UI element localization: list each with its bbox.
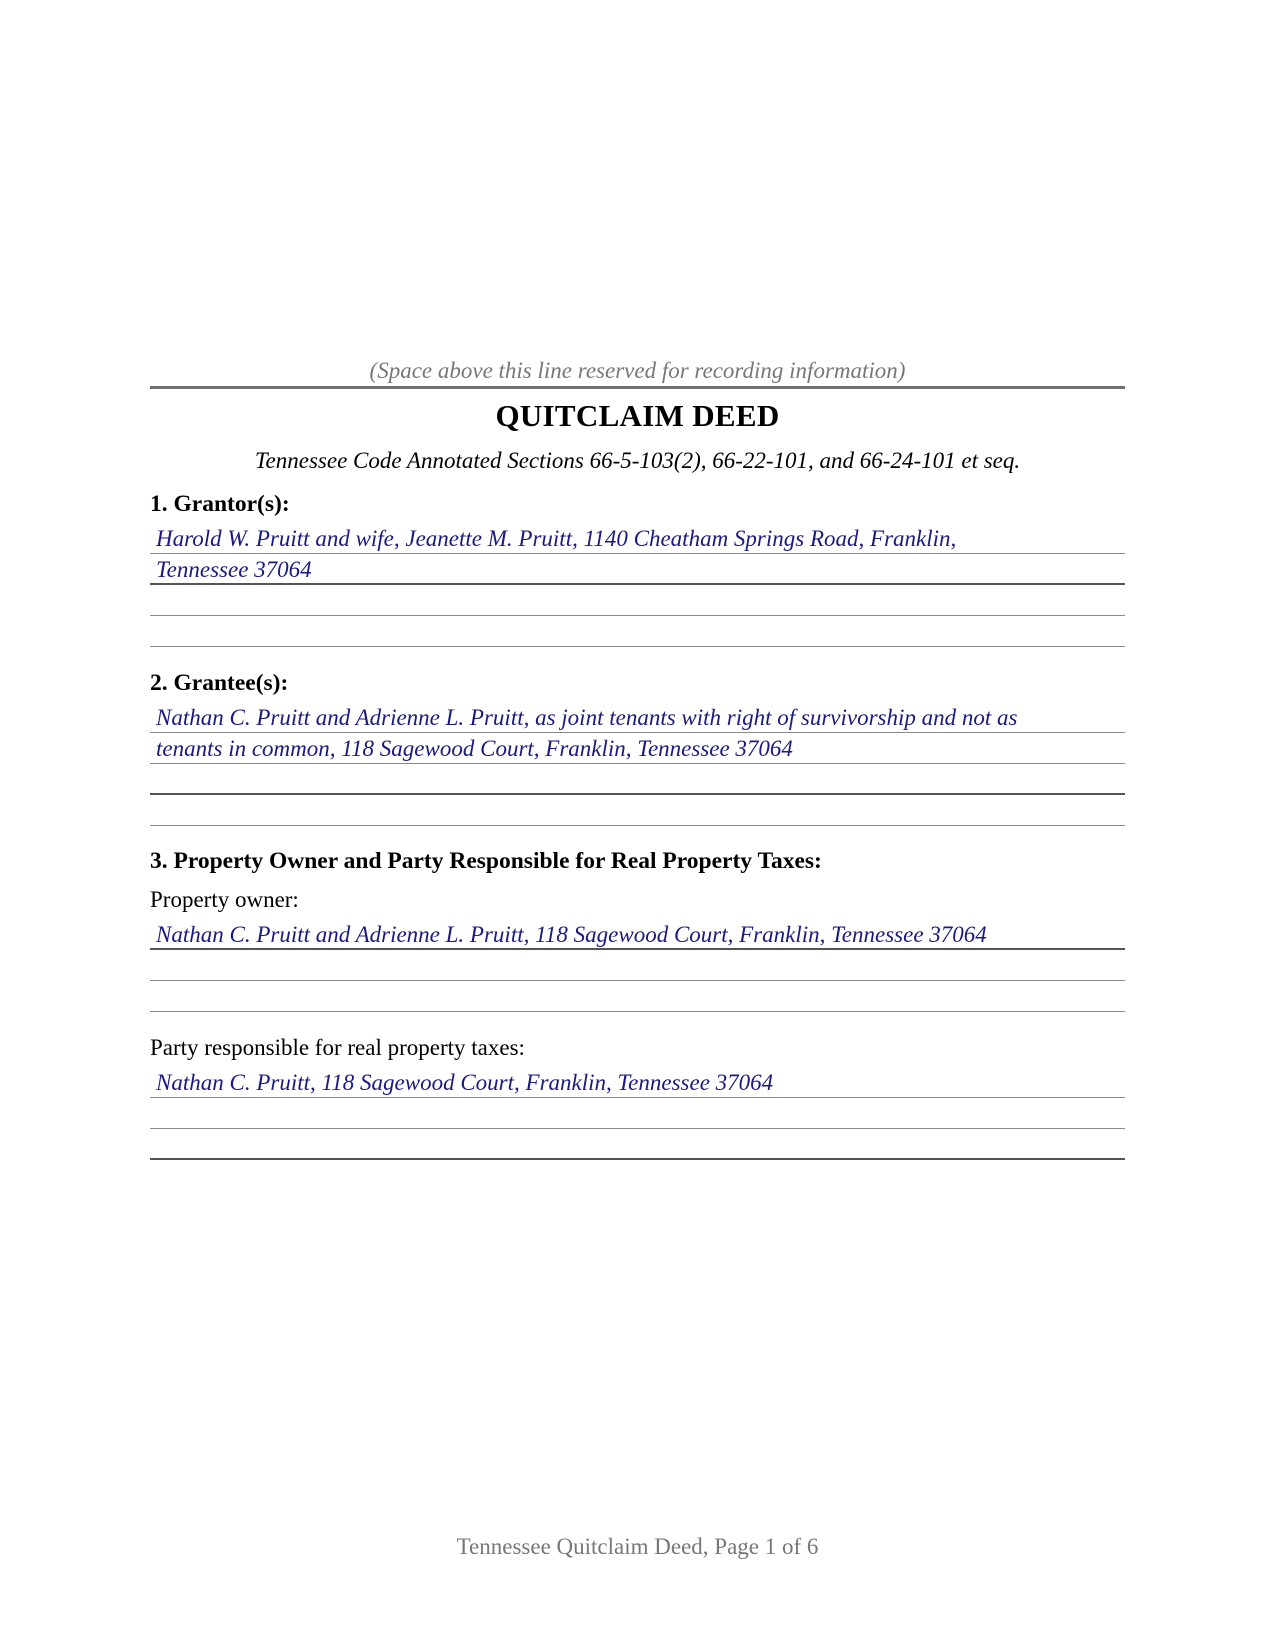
grantor-line-1[interactable]: Harold W. Pruitt and wife, Jeanette M. Pruitt, 1140 Cheatham Springs Road, Franklin, bbox=[150, 523, 1125, 554]
grantee-line-4[interactable] bbox=[150, 795, 1125, 826]
grantee-field[interactable] bbox=[150, 702, 1125, 826]
tax-party-line-3[interactable] bbox=[150, 1129, 1125, 1160]
tax-party-label: Party responsible for real property taxes: bbox=[150, 1035, 525, 1060]
grantee-line-3[interactable] bbox=[150, 764, 1125, 795]
grantor-field[interactable] bbox=[150, 523, 1125, 647]
recording-space-note: (Space above this line reserved for recording information) bbox=[369, 358, 906, 383]
property-owner-line-1[interactable]: Nathan C. Pruitt and Adrienne L. Pruitt, 118 Sagewood Court, Franklin, Tennessee 37064 bbox=[150, 919, 1125, 950]
grantor-line-4[interactable] bbox=[150, 616, 1125, 647]
statute-citation: Tennessee Code Annotated Sections 66-5-103(2), 66-22-101, and 66-24-101 et seq. bbox=[254, 448, 1021, 473]
property-owner-heading: 3. Property Owner and Party Responsible for Real Property Taxes: bbox=[150, 848, 822, 874]
grantor-line-3[interactable] bbox=[150, 585, 1125, 616]
property-owner-field[interactable] bbox=[150, 919, 1125, 1012]
tax-party-field[interactable] bbox=[150, 1067, 1125, 1160]
grantee-heading: 2. Grantee(s): bbox=[150, 670, 289, 696]
grantee-line-1[interactable]: Nathan C. Pruitt and Adrienne L. Pruitt, as joint tenants with right of survivorship and not as bbox=[150, 702, 1125, 733]
property-owner-label: Property owner: bbox=[150, 887, 299, 912]
deed-page bbox=[150, 0, 1125, 1650]
tax-party-line-2[interactable] bbox=[150, 1098, 1125, 1129]
property-owner-line-2[interactable] bbox=[150, 950, 1125, 981]
grantee-line-2[interactable]: tenants in common, 118 Sagewood Court, Franklin, Tennessee 37064 bbox=[150, 733, 1125, 764]
grantor-line-2[interactable]: Tennessee 37064 bbox=[150, 554, 1125, 585]
tax-party-line-1[interactable]: Nathan C. Pruitt, 118 Sagewood Court, Franklin, Tennessee 37064 bbox=[150, 1067, 1125, 1098]
document-title: QUITCLAIM DEED bbox=[495, 398, 780, 433]
page-footer: Tennessee Quitclaim Deed, Page 1 of 6 bbox=[456, 1534, 819, 1559]
property-owner-line-3[interactable] bbox=[150, 981, 1125, 1012]
recording-divider-line bbox=[150, 386, 1125, 389]
grantor-heading: 1. Grantor(s): bbox=[150, 491, 290, 517]
